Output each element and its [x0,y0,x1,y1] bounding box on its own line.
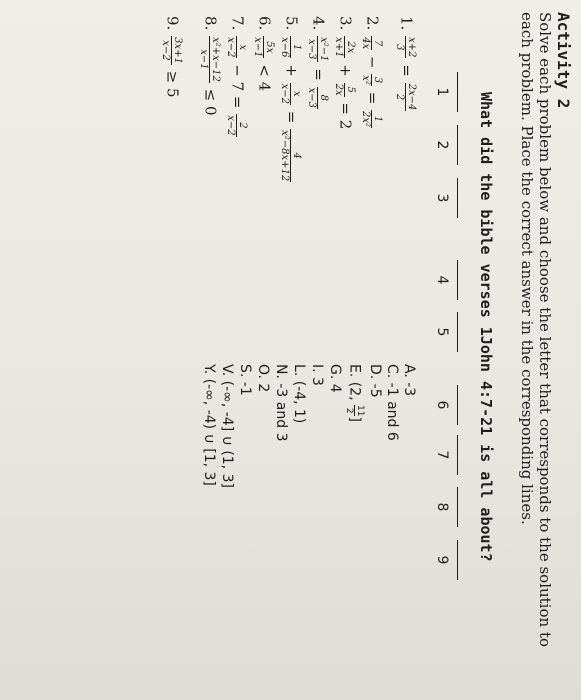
blank-number: 6 [434,400,450,410]
problem-9: 9. 3x+1 x−2 ≥ 5 [160,16,183,98]
problem-2: 2. 7 4x − 3 x² = 1 2x² [360,16,383,128]
answer-line-4[interactable] [457,260,458,300]
answer-line-9[interactable] [457,540,458,580]
problem-number: 9. [163,16,182,31]
problem-7: 7. x x−2 − 7 = 2 x−2 [225,16,248,136]
problem-number: 8. [201,16,220,31]
answer-line-7[interactable] [457,435,458,475]
problem-6: 6. 5x x−1 < 4 [252,16,275,92]
problem-number: 5. [282,16,301,31]
blank-number: 5 [434,327,450,337]
option-i: I. 3 [309,364,325,386]
option-a: A. -3 [401,364,417,397]
answer-line-1[interactable] [457,72,458,112]
problem-3: 3. 2x x+1 + 5 2x = 2 [333,16,356,130]
option-d: D. -5 [367,364,383,398]
option-o: O. 2 [255,364,271,393]
answer-line-2[interactable] [457,125,458,165]
problem-number: 7. [228,16,247,31]
option-y: Y. (-∞, -4) ∪ [1, 3] [201,364,217,486]
answer-line-3[interactable] [457,178,458,218]
problem-number: 3. [336,16,355,31]
blank-number: 2 [434,140,450,150]
instructions-line-2: each problem. Place the correct answer in the corresponding lines. [518,12,536,525]
blank-number: 8 [434,502,450,512]
option-l: L. (-4, 1) [291,364,307,424]
problem-number: 1. [397,16,416,31]
blank-number: 3 [434,193,450,203]
problem-number: 6. [255,16,274,31]
problem-number: 4. [309,16,328,31]
option-v: V. (-∞, -4] ∪ (1, 3] [219,364,235,488]
blank-number: 9 [434,555,450,565]
blank-number: 4 [434,275,450,285]
option-n: N. -3 and 3 [273,364,289,442]
activity-title: Activity 2 [554,12,573,109]
problem-4: 4. x²−1 x−3 = 8 x−3 [306,16,329,109]
blank-number: 7 [434,450,450,460]
option-s: S. -1 [237,364,253,396]
problem-number: 2. [363,16,382,31]
answer-line-6[interactable] [457,385,458,425]
question-text: What did the bible verses 1John 4:7-21 is all about? [477,92,495,562]
problem-1: 1. x+2 3 = 2x−4 2 [394,16,417,111]
blank-number: 1 [434,87,450,97]
option-g: G. 4 [327,364,343,393]
problem-5: 5. 1 x−6 + x x−2 = 4 x²−8x+12 [279,16,302,182]
instructions-line-1: Solve each problem below and choose the letter that corresponds to the solution to [536,12,554,648]
problem-8: 8. x²+x−12 x−1 ≤ 0 [198,16,221,116]
answer-line-5[interactable] [457,312,458,352]
answer-line-8[interactable] [457,487,458,527]
option-c: C. -1 and 6 [384,364,400,441]
option-e: E. (2, 11 2] [344,364,365,422]
